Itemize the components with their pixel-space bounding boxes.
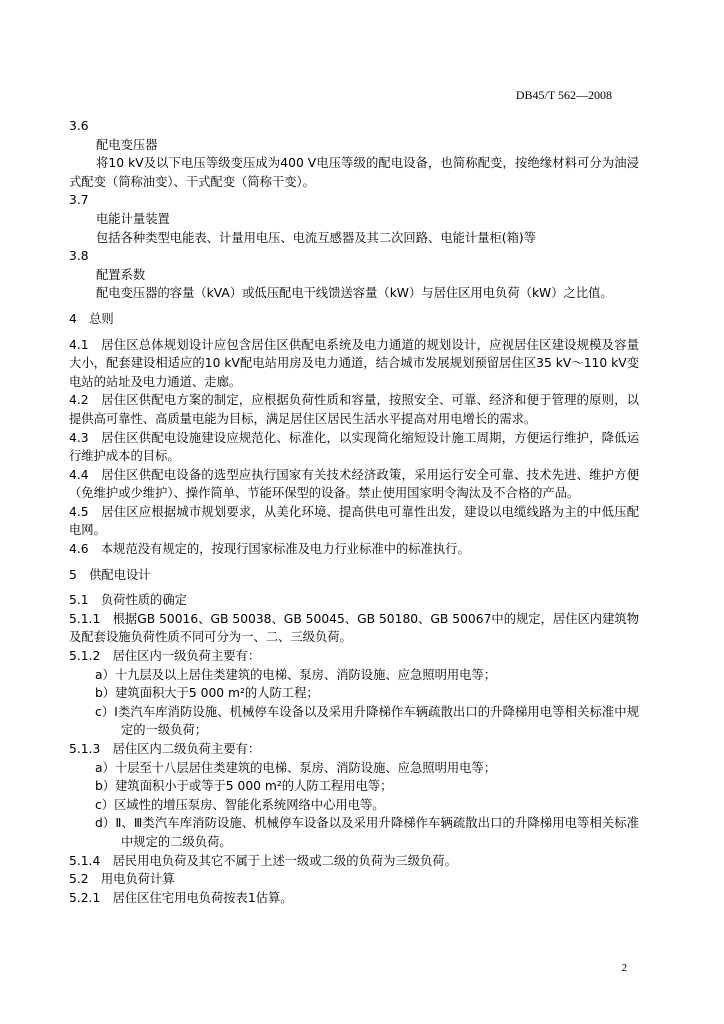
clause-paragraph: 4.6 本规范没有规定的，按现行国家标准及电力行业标准中的标准执行。 (69, 542, 470, 557)
list-item-label: d） (95, 816, 116, 831)
clause-paragraph: 4.1 居住区总体规划设计应包含居住区供配电系统及电力通道的规划设计，应视居住区建设规模及容量大小，配套建设相适应的10 kV配电站用房及电力通道，结合城市发展规划预留居住区35 kV～110 kV变电站的站址及电力通道、走廊。 (69, 337, 639, 389)
list-item-label: c） (95, 704, 115, 719)
list-item-text: 区域性的增压泵房、智能化系统网络中心用电等。 (114, 797, 385, 812)
clause-number: 3.7 (69, 193, 89, 208)
clause-paragraph: 5.2.1 居住区住宅用电负荷按表1估算。 (69, 890, 293, 905)
term-definition: 将10 kV及以下电压等级变压成为400 V电压等级的配电设备，也简称配变，按绝缘材料可分为油浸式配变（简称油变）、干式配变（简称干变）。 (69, 156, 639, 189)
clause-paragraph: 4.2 居住区供配电方案的制定，应根据负荷性质和容量，按照安全、可靠、经济和便于管理的原则，以提供高可靠性、高质量电能为目标，满足居住区居民生活水平提高对用电增长的需求。 (69, 393, 639, 426)
clause-paragraph: 4.3 居住区供配电设施建设应规范化、标准化，以实现简化缩短设计施工周期，方便运行维护，降低运行维护成本的目标。 (69, 430, 639, 464)
list-item-label: a） (95, 667, 115, 682)
list-item-text: 十九层及以上居住类建筑的电梯、泵房、消防设施、应急照明用电等； (114, 667, 497, 682)
term-title: 电能计量装置 (96, 211, 170, 226)
list-item (69, 684, 639, 703)
clause-paragraph: 5.1.4 居民用电负荷及其它不属于上述一级或二级的负荷为三级负荷。 (69, 853, 457, 868)
clause-paragraph: 5.1.1 根据GB 50016、GB 50038、GB 50045、GB 50180、GB 50067中的规定，居住区内建筑物及配套设施负荷性质不同可分为一、二、三级负荷。 (69, 611, 639, 645)
clause-number: 3.8 (69, 249, 89, 264)
clause-title: 5.1.2 居住区内一级负荷主要有： (69, 649, 261, 664)
chapter-heading: 5 供配电设计 (69, 567, 151, 582)
list-item-label: c） (95, 797, 115, 812)
list-item (69, 759, 639, 778)
clause-title: 5.1.3 居住区内二级负荷主要有： (69, 742, 261, 756)
page-number: 2 (621, 962, 627, 974)
list-item (69, 796, 639, 815)
term-title: 配电变压器 (96, 137, 158, 152)
list-item-label: b） (95, 779, 116, 794)
term-definition: 配电变压器的容量（kVA）或低压配电干线馈送容量（kW）与居住区用电负荷（kW）之比值。 (96, 286, 613, 301)
list-item (69, 703, 639, 740)
list-item (69, 777, 639, 796)
list-item-label: a） (95, 760, 115, 775)
clause-paragraph: 4.4 居住区供配电设备的选型应执行国家有关技术经济政策，采用运行安全可靠、技术先进、维护方便（免维护或少维护）、操作简单、节能环保型的设备。禁止使用国家明令淘汰及不合格的产品。 (69, 467, 639, 501)
clause-paragraph: 4.5 居住区应根据城市规划要求，从美化环境、提高供电可靠性出发，建设以电缆线路为主的中低压配电网。 (69, 504, 639, 538)
document-code: DB45/T 562—2008 (515, 88, 612, 102)
list-item-text: 建筑面积小于或等于5 000 m²的人防工程用电等； (115, 779, 393, 794)
list-item-text: Ⅱ、Ⅲ类汽车库消防设施、机械停车设备以及采用升降梯作车辆疏散出口的升降梯用电等相关标准中规定的二级负荷。 (115, 816, 639, 849)
section-heading: 5.2 用电负荷计算 (69, 872, 175, 887)
list-item-label: b） (95, 686, 116, 701)
list-item-text: 十层至十八层居住类建筑的电梯、泵房、消防设施、应急照明用电等； (114, 760, 497, 775)
section-heading: 5.1 负荷性质的确定 (69, 593, 187, 608)
term-title: 配置系数 (96, 267, 146, 282)
list-item-text: 建筑面积大于5 000 m²的人防工程； (115, 686, 319, 701)
list-item (69, 666, 639, 685)
chapter-heading: 4 总则 (69, 311, 114, 326)
list-item (69, 814, 639, 851)
clause-number: 3.6 (69, 119, 89, 133)
page-body (69, 117, 639, 907)
list-item-text: Ⅰ类汽车库消防设施、机械停车设备以及采用升降梯作车辆疏散出口的升降梯用电等相关标准中规定的一级负荷； (114, 704, 639, 738)
term-definition: 包括各种类型电能表、计量用电压、电流互感器及其二次回路、电能计量柜(箱)等 (96, 230, 536, 245)
